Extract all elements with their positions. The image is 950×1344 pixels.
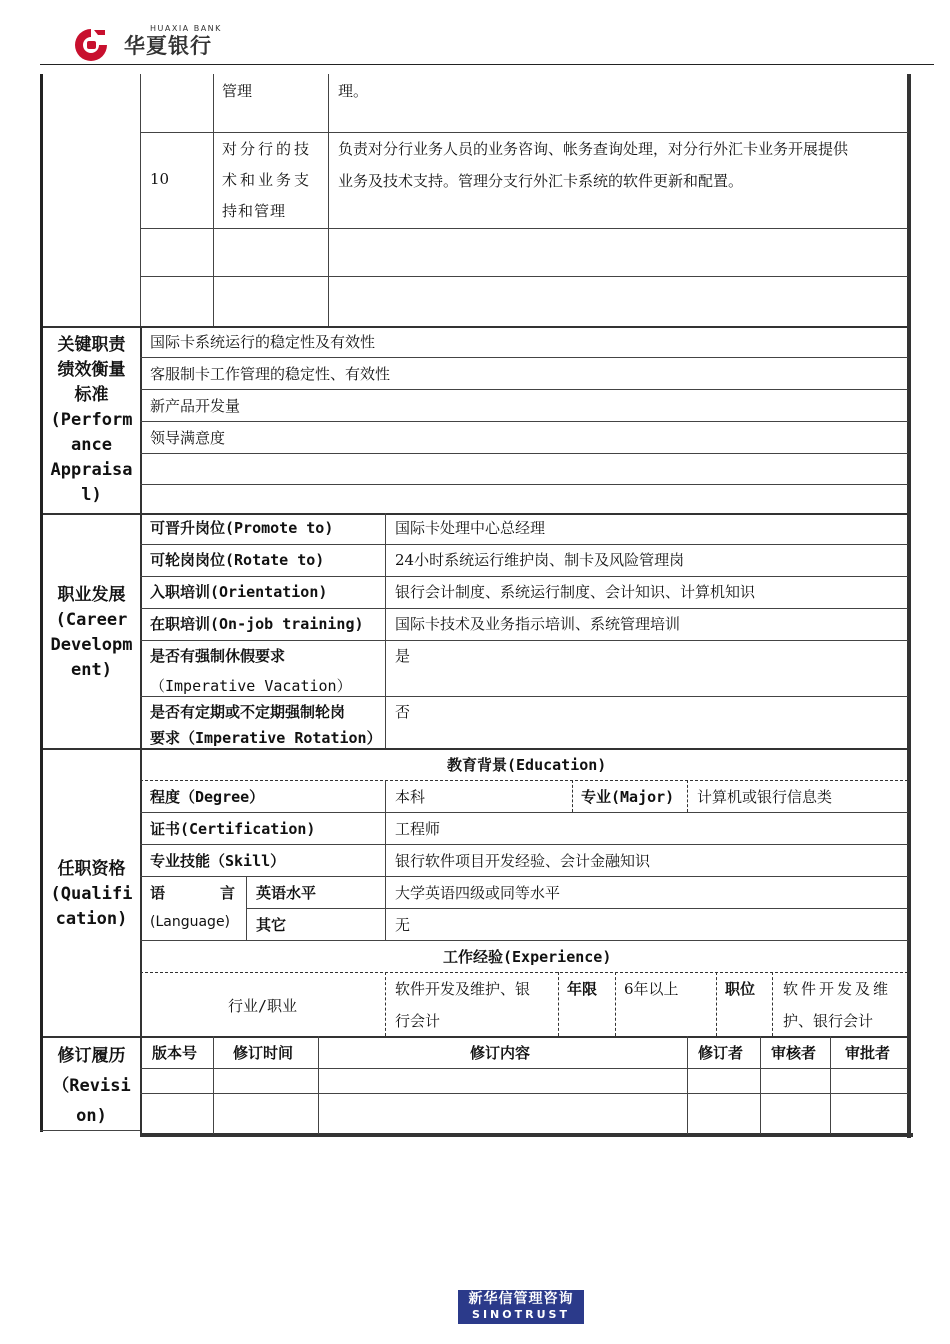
sinotrust-logo-en: SINOTRUST xyxy=(472,1308,570,1321)
qual-row-line xyxy=(140,876,908,877)
rev-header-date: 修订时间 xyxy=(233,1044,294,1062)
rev-col-line xyxy=(830,1036,831,1134)
kpi-row-line xyxy=(140,421,908,422)
qual-row-line xyxy=(140,844,908,845)
career-col-divider-2 xyxy=(385,513,386,749)
duty-item-text: 管理 xyxy=(222,82,253,100)
duties-row-line xyxy=(140,276,908,277)
career-label-onjob: 在职培训(On-job training) xyxy=(150,615,364,633)
duties-col-divider-1 xyxy=(140,74,141,327)
career-row-line xyxy=(140,696,908,697)
kpi-section-title: 关键职责 绩效衡量 标准 (Perform ance Appraisa l) xyxy=(50,335,133,505)
cert-label: 证书(Certification) xyxy=(150,820,316,838)
skill-value: 银行软件项目开发经验、会计金融知识 xyxy=(395,852,651,870)
career-label-vacation: 是否有强制休假要求 xyxy=(150,647,286,665)
qual-col-divider xyxy=(140,748,142,1038)
duty-item-line: 持和管理 xyxy=(222,202,287,220)
exp-divider xyxy=(716,972,717,1036)
career-label-promote: 可晋升岗位(Promote to) xyxy=(150,519,334,537)
sinotrust-logo-cn: 新华信管理咨询 xyxy=(468,1291,574,1307)
duty-item-line: 对分行的技 xyxy=(222,140,313,158)
table-border-bottom xyxy=(140,1133,913,1137)
career-label-rotation: 是否有定期或不定期强制轮岗 xyxy=(150,703,346,721)
career-value-promote: 国际卡处理中心总经理 xyxy=(395,519,546,537)
cert-value: 工程师 xyxy=(395,820,441,838)
section-divider xyxy=(43,1036,909,1038)
degree-value: 本科 xyxy=(395,788,426,806)
career-value-vacation: 是 xyxy=(395,647,411,665)
rev-row-line xyxy=(140,1068,908,1069)
section-divider xyxy=(43,326,909,328)
rev-row-line xyxy=(140,1093,908,1094)
english-value: 大学英语四级或同等水平 xyxy=(395,884,561,902)
kpi-row-line xyxy=(140,484,908,485)
other-label: 其它 xyxy=(256,916,287,934)
education-dash-line xyxy=(140,780,908,781)
duties-col-divider-3 xyxy=(328,74,329,327)
duties-row-line xyxy=(140,132,908,133)
rev-col-divider xyxy=(140,1036,142,1134)
kpi-col-divider xyxy=(140,326,142,514)
qualification-section-title: 任职资格 (Qualifi cation) xyxy=(50,859,133,929)
years-label: 年限 xyxy=(567,980,598,998)
other-value: 无 xyxy=(395,916,411,934)
career-value-rotation: 否 xyxy=(395,703,411,721)
kpi-item: 客服制卡工作管理的稳定性、有效性 xyxy=(150,365,391,383)
section-divider xyxy=(43,513,909,515)
duty-item-line: 术和业务支 xyxy=(222,171,313,189)
kpi-row-line xyxy=(140,389,908,390)
bank-name-cn: 华夏银行 xyxy=(124,34,212,58)
exp-divider xyxy=(615,972,616,1036)
kpi-item: 领导满意度 xyxy=(150,429,226,447)
rev-col-line xyxy=(318,1036,319,1134)
bank-name-en: HUAXIA BANK xyxy=(150,24,222,33)
duty-number: 10 xyxy=(150,170,170,188)
qual-row-line xyxy=(140,812,908,813)
qual-row-line xyxy=(140,940,908,941)
duties-row-line xyxy=(140,228,908,229)
career-label-rotation-en: 要求（Imperative Rotation） xyxy=(150,729,382,747)
experience-title: 工作经验(Experience) xyxy=(443,948,612,966)
kpi-row-line xyxy=(140,357,908,358)
industry-label: 行业/职业 xyxy=(228,997,298,1015)
major-value: 计算机或银行信息类 xyxy=(697,788,833,806)
section-divider xyxy=(43,748,909,750)
rev-header-approver: 审批者 xyxy=(845,1044,891,1062)
huaxia-bank-logo-icon xyxy=(72,26,110,64)
career-value-onjob: 国际卡技术及业务指示培训、系统管理培训 xyxy=(395,615,681,633)
career-label-orientation: 入职培训(Orientation) xyxy=(150,583,328,601)
sinotrust-logo xyxy=(458,1290,584,1324)
position-label: 职位 xyxy=(725,980,756,998)
exp-divider xyxy=(772,972,773,1036)
rev-header-version: 版本号 xyxy=(152,1044,198,1062)
degree-major-divider xyxy=(572,780,573,812)
career-row-line xyxy=(140,544,908,545)
career-label-vacation-en: （Imperative Vacation） xyxy=(150,677,352,695)
language-label-en: (Language) xyxy=(150,914,231,930)
rev-header-reviewer: 审核者 xyxy=(771,1044,817,1062)
career-label-rotate: 可轮岗岗位(Rotate to) xyxy=(150,551,325,569)
exp-divider xyxy=(385,972,386,1036)
skill-label: 专业技能（Skill） xyxy=(150,852,286,870)
english-label: 英语水平 xyxy=(256,884,317,902)
career-row-line xyxy=(140,576,908,577)
career-row-line xyxy=(140,608,908,609)
rev-header-reviser: 修订者 xyxy=(698,1044,744,1062)
duties-col-divider-2 xyxy=(213,74,214,327)
education-title: 教育背景(Education) xyxy=(447,756,607,774)
table-border-right xyxy=(907,74,911,1138)
page-header xyxy=(0,0,950,70)
language-label-a: 语 xyxy=(150,884,166,902)
major-value-divider xyxy=(687,780,688,812)
qual-col-divider-2 xyxy=(385,780,386,940)
position-value-line: 护、银行会计 xyxy=(783,1012,874,1030)
position-value-line: 软件开发及维 xyxy=(783,980,892,998)
qual-row-line xyxy=(246,908,908,909)
duty-desc-line: 业务及技术支持。管理分支行外汇卡系统的软件更新和配置。 xyxy=(338,172,744,190)
industry-value-line: 软件开发及维护、银 xyxy=(395,980,531,998)
kpi-item: 国际卡系统运行的稳定性及有效性 xyxy=(150,333,376,351)
years-value: 6年以上 xyxy=(624,980,679,998)
rev-col-line xyxy=(760,1036,761,1134)
degree-label: 程度（Degree） xyxy=(150,788,265,806)
kpi-item: 新产品开发量 xyxy=(150,397,241,415)
header-divider xyxy=(40,64,934,65)
career-row-line xyxy=(140,640,908,641)
industry-value-line: 行会计 xyxy=(395,1012,441,1030)
rev-col-line xyxy=(687,1036,688,1134)
language-label-b: 言 xyxy=(220,884,236,902)
career-section-title: 职业发展 (Career Developm ent) xyxy=(50,585,133,680)
experience-dash-line xyxy=(140,972,908,973)
rev-header-content: 修订内容 xyxy=(470,1044,531,1062)
major-label: 专业(Major) xyxy=(581,788,675,806)
duty-desc-text: 理。 xyxy=(338,82,369,100)
rev-col-line xyxy=(213,1036,214,1134)
exp-divider xyxy=(558,972,559,1036)
career-col-divider xyxy=(140,513,142,749)
duty-desc-line: 负责对分行业务人员的业务咨询、帐务查询处理，对分行外汇卡业务开展提供 xyxy=(338,140,849,158)
career-value-orientation: 银行会计制度、系统运行制度、会计知识、计算机知识 xyxy=(395,583,756,601)
career-value-rotate: 24小时系统运行维护岗、制卡及风险管理岗 xyxy=(395,551,685,569)
kpi-row-line xyxy=(140,453,908,454)
revision-section-title: 修订履历 （Revisi on) xyxy=(52,1046,131,1126)
